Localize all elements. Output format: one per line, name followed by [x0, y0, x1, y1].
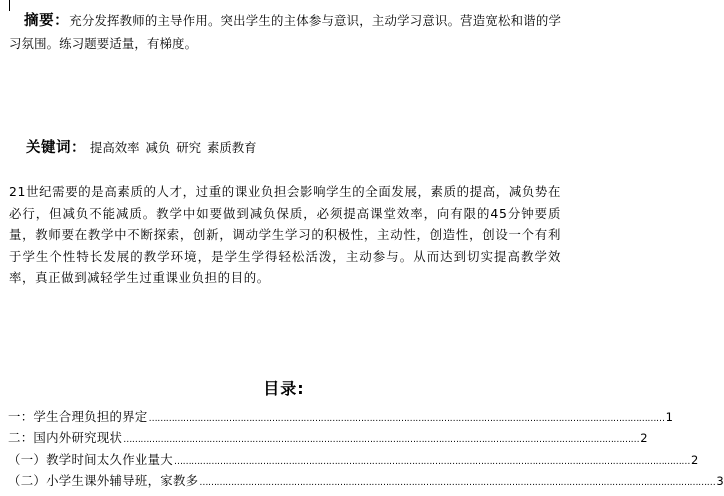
toc-leader-dots: ………………………………………………………………………………………………………………………………………………………………	[173, 457, 690, 467]
toc-leader-dots: ………………………………………………………………………………………………………………………………………………………………	[199, 478, 716, 488]
toc-entry-page: 2	[691, 453, 699, 467]
toc-entry[interactable]	[8, 429, 648, 447]
toc-entry-title: 一：学生合理负担的界定	[8, 409, 148, 424]
keyword-item: 减负	[145, 140, 171, 155]
abstract-text: 充分发挥教师的主导作用。突出学生的主体参与意识，主动学习意识。营造宽松和谐的学习氛围。练习题要适量，有梯度。	[9, 13, 561, 51]
toc-leader-dots: ………………………………………………………………………………………………………………………………………………………………	[148, 414, 665, 424]
body-paragraph: 21世纪需要的是高素质的人才，过重的课业负担会影响学生的全面发展，素质的提高，减负势在必行，但减负不能减质。教学中如要做到减负保质，必须提高课堂效率，向有限的45分钟要质量，教师要在教学中不断探索，创新，调动学生学习的积极性，主动性，创造性，创设一个有利于学生个性特长发展的教学环境，是学生学得轻松活泼，主动参与。从而达到切实提高教学效率，真正做到减轻学生过重课业负担的目的。	[9, 184, 561, 286]
abstract-paragraph	[9, 10, 561, 54]
toc-entry[interactable]	[8, 451, 699, 469]
toc-entry[interactable]	[8, 472, 724, 490]
toc-entry-title: 二：国内外研究现状	[8, 430, 123, 445]
toc-entry[interactable]	[8, 408, 673, 426]
keyword-item: 提高效率	[89, 140, 140, 155]
toc-entry-page: 1	[665, 410, 673, 424]
toc-entry-page: 3	[716, 474, 724, 488]
keywords-line	[26, 137, 259, 159]
keyword-item: 研究	[176, 140, 201, 155]
toc-entry-title: （二）小学生课外辅导班，家教多	[8, 473, 199, 488]
keywords-label: 关键词：	[26, 140, 86, 156]
toc-entry-page: 2	[640, 431, 648, 445]
toc-title: 目录:	[263, 379, 305, 398]
abstract-label: 摘要：	[24, 13, 70, 29]
keyword-item: 素质教育	[206, 140, 257, 155]
toc-entry-title: （一）教学时间太久作业量大	[8, 452, 173, 467]
toc-leader-dots: ………………………………………………………………………………………………………………………………………………………………	[123, 435, 640, 445]
